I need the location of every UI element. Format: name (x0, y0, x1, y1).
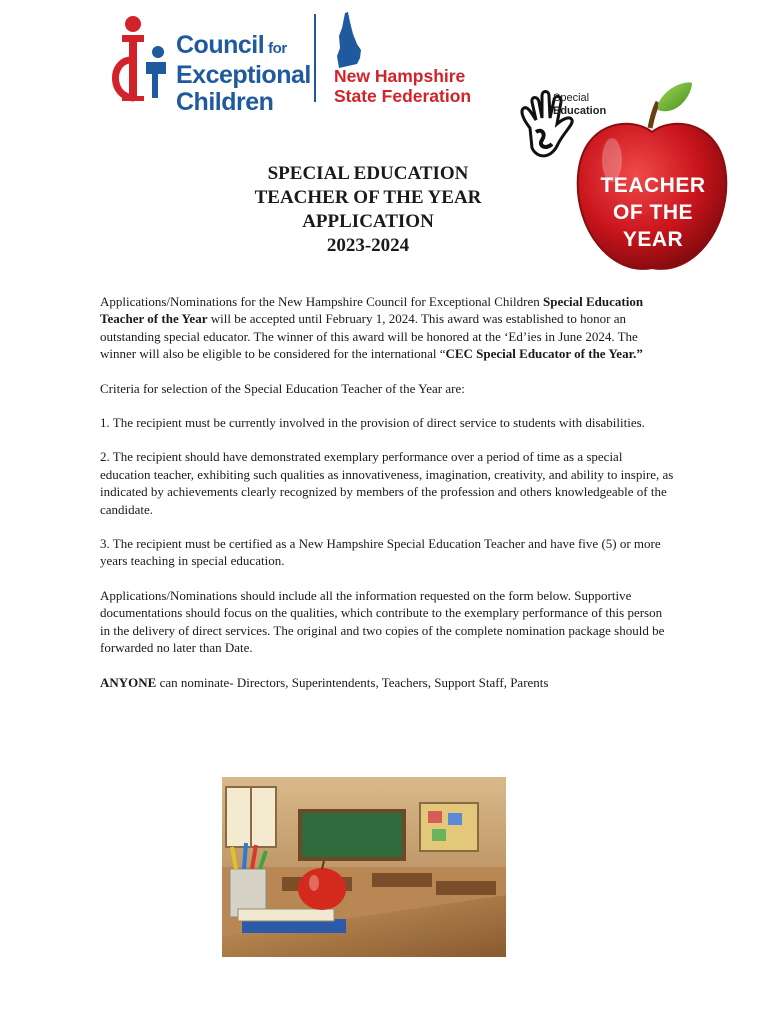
title-line3: APPLICATION (302, 211, 434, 232)
new-hampshire-map-icon (333, 12, 363, 70)
intro-text-a: Applications/Nominations for the New Hampshire Council for Exceptional Children (100, 294, 543, 309)
title-line4: 2023-2024 (326, 235, 410, 256)
criteria-intro: Criteria for selection of the Special Education Teacher of the Year are: (100, 380, 465, 396)
anyone-label: ANYONE (100, 674, 157, 690)
instructions-paragraph: Applications/Nominations should include all the information requested on the form below. Supportive documentations should focus on the qualities, which contribute to the exemplary performance of this person in the delivery of direct services. The original and two copies of the complete nomination package should be forwarded no later than Date. (100, 587, 665, 656)
cec-for: for (268, 40, 287, 57)
logo-divider (314, 14, 316, 102)
cec-award-name: CEC Special Educator of the Year.” (445, 346, 643, 362)
federation-line2: State Federation (334, 86, 472, 106)
apple-badge-text (578, 172, 728, 253)
criterion-2: 2. The recipient should have demonstrated exemplary performance over a period of time as a special education teacher, exhibiting such qualities as innovativeness, imagination, creativity, and ability to inspire, as indicated by achievements clearly recognized by members of the profession and others knowledgeable of the candidate. (100, 449, 674, 517)
intro-paragraph (100, 293, 675, 363)
nh-federation-name (334, 66, 471, 106)
federation-line1: New Hampshire (334, 66, 466, 86)
criterion-3: 3. The recipient must be certified as a New Hampshire Special Education Teacher and have five (5) or more years teaching in special education. (100, 536, 661, 569)
cec-line2: Exceptional (176, 61, 311, 89)
badge-label-line2: Education (553, 105, 607, 117)
cec-line3: Children (176, 88, 274, 116)
apple-line1: TEACHER (600, 174, 706, 197)
intro-text-c: will be accepted until February 1, 2024. This award was established to honor an outstanding special educator. The winner of this award will be honored at the ‘Ed’ies in June 2024. The winner will also be eligible to be considered for the international “ (100, 311, 638, 362)
document-body (100, 293, 675, 708)
nominators-list: can nominate- Directors, Superintendents, Teachers, Support Staff, Parents (156, 674, 549, 690)
criterion-1: 1. The recipient must be currently involved in the provision of direct service to students with disabilities. (100, 415, 645, 431)
award-name: Special Education Teacher of the Year (100, 294, 644, 327)
title-line1: SPECIAL EDUCATION (267, 163, 469, 184)
badge-label-line1: Special (553, 92, 590, 104)
apple-line3: YEAR (622, 228, 684, 251)
apple-line2: OF THE (613, 201, 693, 224)
classroom-photo (222, 777, 506, 957)
title-line2: TEACHER OF THE YEAR (254, 187, 482, 208)
cec-line1: Council (176, 31, 265, 59)
document-title (218, 162, 518, 258)
nominators-paragraph (100, 674, 675, 691)
